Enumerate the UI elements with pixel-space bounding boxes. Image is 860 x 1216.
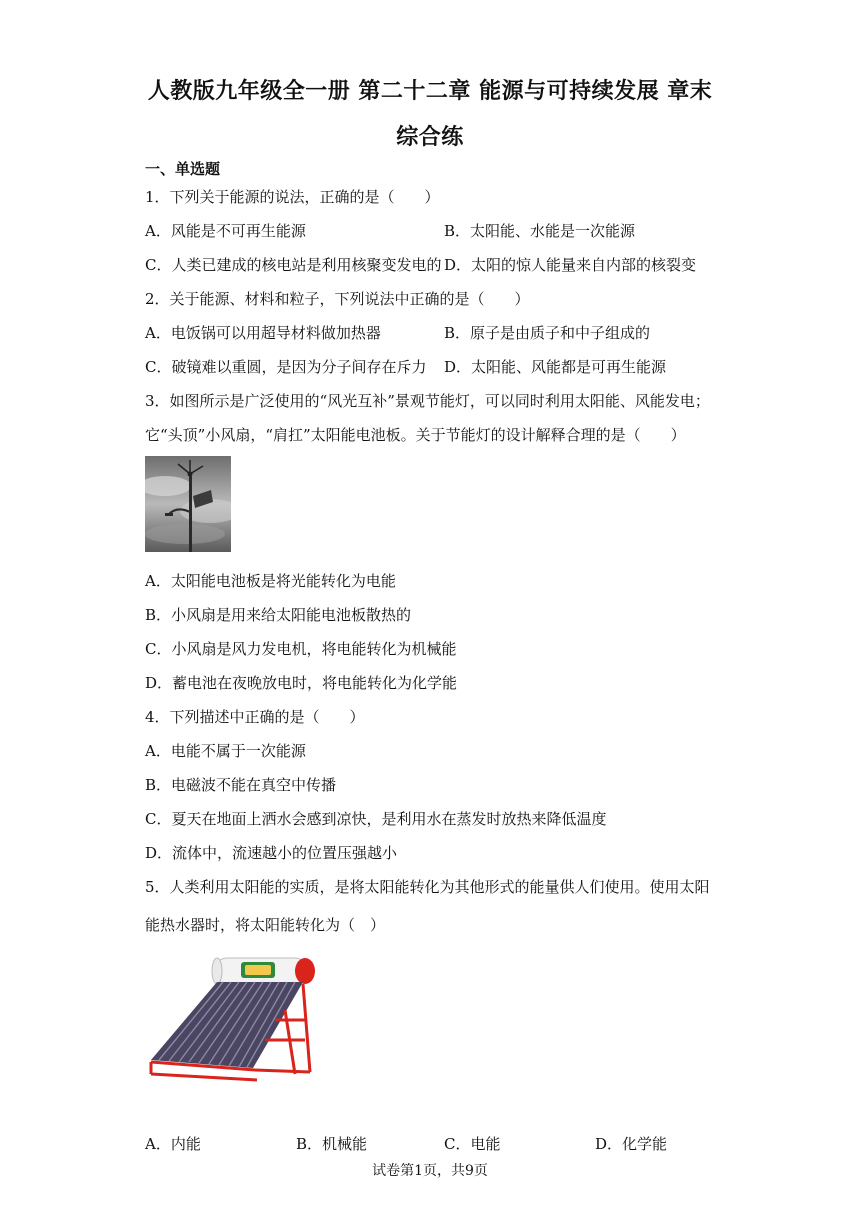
question-1-option-d: D．太阳的惊人能量来自内部的核裂变: [444, 256, 697, 274]
question-5-stem-line1: 5．人类利用太阳能的实质，是将太阳能转化为其他形式的能量供人们使用。使用太阳: [145, 878, 710, 896]
document-title-line2: 综合练: [396, 125, 464, 150]
question-2-option-c: C．破镜难以重圆，是因为分子间存在斥力: [145, 358, 427, 376]
question-1-option-b: B．太阳能、水能是一次能源: [444, 222, 636, 240]
question-4-option-d: D．流体中，流速越小的位置压强越小: [145, 844, 398, 862]
question-5-option-d: D．化学能: [595, 1135, 668, 1153]
question-3-option-b: B．小风扇是用来给太阳能电池板散热的: [145, 606, 412, 624]
question-4-option-a: A．电能不属于一次能源: [145, 742, 306, 760]
question-3-option-c: C．小风扇是风力发电机，将电能转化为机械能: [145, 640, 457, 658]
question-4-stem: 4．下列描述中正确的是（ ）: [145, 708, 365, 726]
question-1-stem: 1．下列关于能源的说法，正确的是（ ）: [145, 188, 440, 206]
question-5-option-a: A．内能: [145, 1135, 201, 1153]
wind-solar-lamp-image: [145, 456, 231, 552]
page-footer: 试卷第1页，共9页: [372, 1163, 488, 1179]
question-3-stem-line1: 3．如图所示是广泛使用的“风光互补”景观节能灯，可以同时利用太阳能、风能发电；: [145, 392, 710, 410]
question-3-stem-line2: 它“头顶”小风扇，“肩扛”太阳能电池板。关于节能灯的设计解释合理的是（ ）: [145, 426, 686, 444]
question-2-option-b: B．原子是由质子和中子组成的: [444, 324, 651, 342]
question-5-stem-line2: 能热水器时，将太阳能转化为（ ）: [145, 916, 386, 934]
question-1-option-a: A．风能是不可再生能源: [145, 222, 306, 240]
question-2-option-d: D．太阳能、风能都是可再生能源: [444, 358, 667, 376]
question-2-stem: 2．关于能源、材料和粒子，下列说法中正确的是（ ）: [145, 290, 530, 308]
solar-water-heater-image: [145, 950, 320, 1090]
document-title-line1: 人教版九年级全一册 第二十二章 能源与可持续发展 章末: [147, 79, 713, 104]
question-3-option-a: A．太阳能电池板是将光能转化为电能: [145, 572, 396, 590]
question-3-option-d: D．蓄电池在夜晚放电时，将电能转化为化学能: [145, 674, 458, 692]
section-heading: 一、单选题: [145, 160, 221, 178]
question-1-option-c: C．人类已建成的核电站是利用核聚变发电的: [145, 256, 442, 274]
question-4-option-c: C．夏天在地面上洒水会感到凉快，是利用水在蒸发时放热来降低温度: [145, 810, 607, 828]
question-2-option-a: A．电饭锅可以用超导材料做加热器: [145, 324, 381, 342]
question-4-option-b: B．电磁波不能在真空中传播: [145, 776, 337, 794]
question-5-option-c: C．电能: [444, 1135, 501, 1153]
question-5-option-b: B．机械能: [296, 1135, 368, 1153]
